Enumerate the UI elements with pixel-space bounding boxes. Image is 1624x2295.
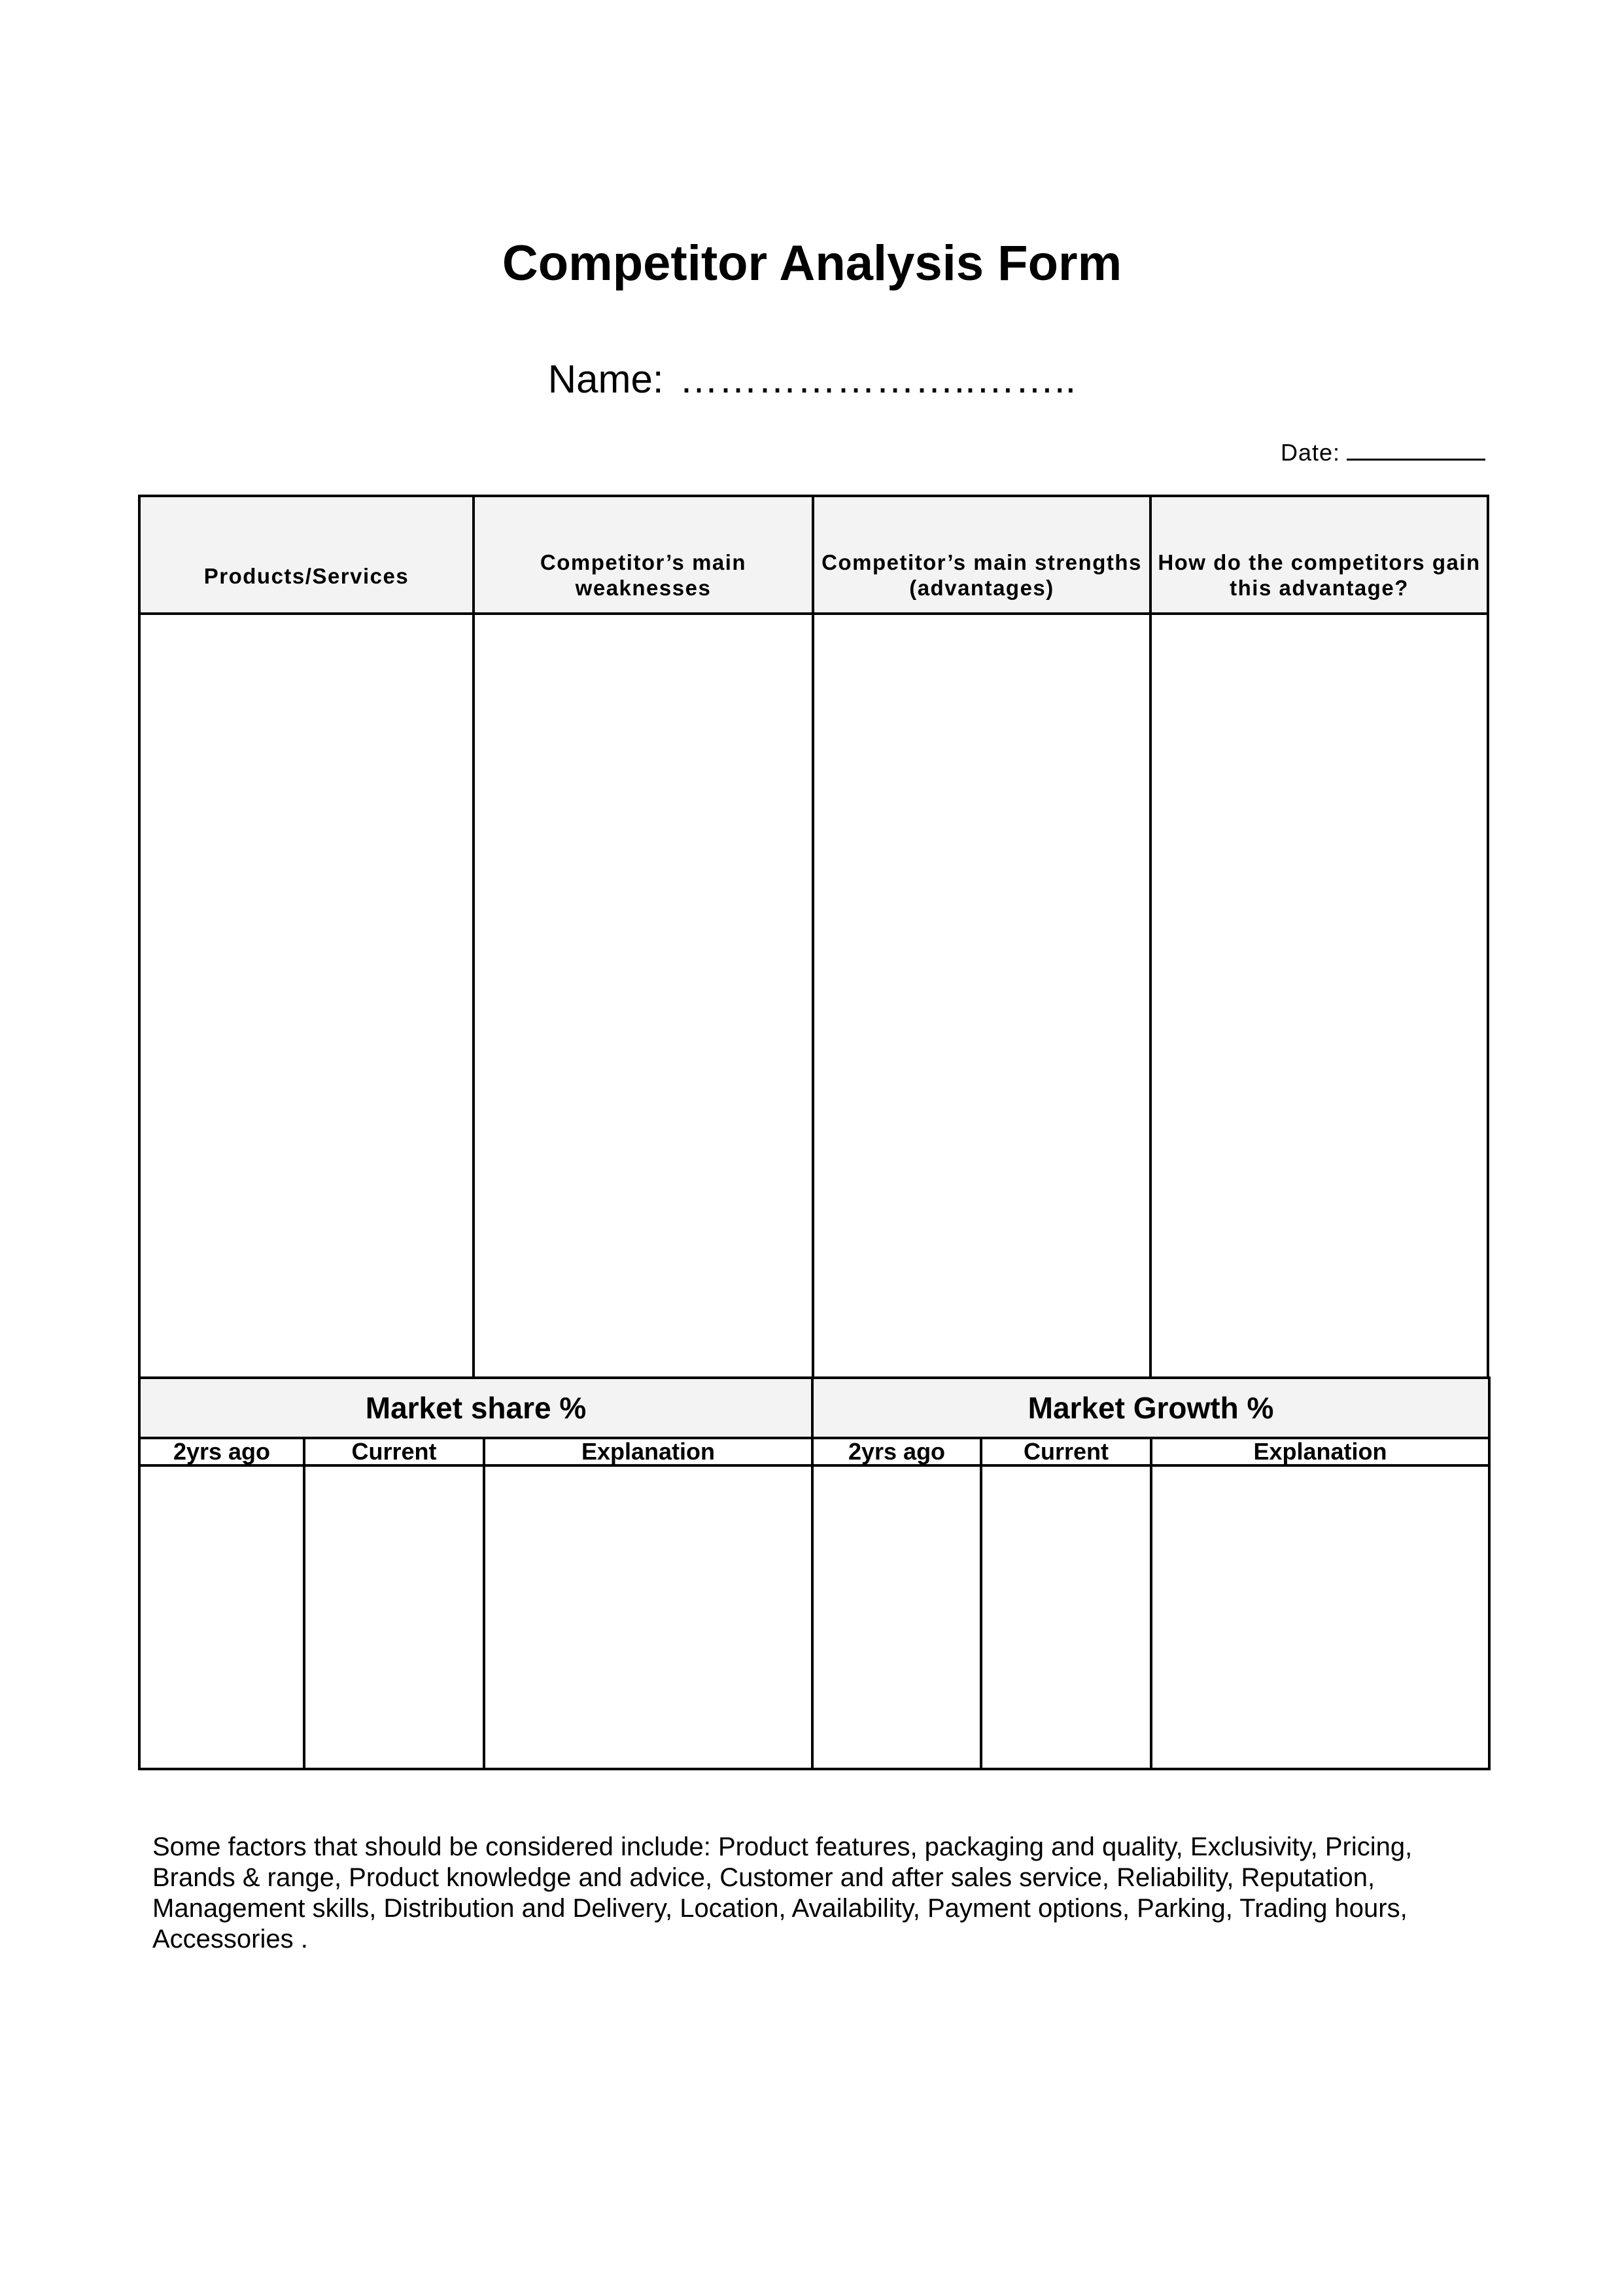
header-products-services: Products/Services [139, 496, 474, 614]
growth-2yrs-ago-header: 2yrs ago [812, 1438, 981, 1465]
market-sub-header-row [139, 1438, 1489, 1465]
main-strengths-cell[interactable] [813, 614, 1150, 1378]
header-main-strengths: Competitor’s main strengths (advantages) [813, 496, 1150, 614]
market-table [138, 1376, 1491, 1770]
date-line [1281, 436, 1485, 468]
growth-explanation-header: Explanation [1151, 1438, 1489, 1465]
analysis-table [138, 495, 1489, 1379]
factors-note: Some factors that should be considered include: Product features, packaging and quality, Exclusivity, Pricing, Brands & range, Product knowledge and advice, Customer and after sales service, Reliability, Reputation, Management skills, Distribution and Delivery, Location, Availability, Payment options, Parking, Trading hours, Accessories . [152, 1832, 1413, 1953]
growth-2yrs-ago-cell[interactable] [812, 1465, 981, 1769]
share-current-cell[interactable] [304, 1465, 484, 1769]
gain-advantage-cell[interactable] [1150, 614, 1488, 1378]
share-2yrs-ago-header: 2yrs ago [139, 1438, 304, 1465]
market-share-header: Market share % [139, 1378, 812, 1438]
header-main-weaknesses: Competitor’s main weaknesses [474, 496, 813, 614]
date-field[interactable] [1347, 436, 1485, 461]
header-gain-advantage: How do the competitors gain this advantage? [1150, 496, 1488, 614]
market-entry-row [139, 1465, 1489, 1769]
market-growth-header: Market Growth % [812, 1378, 1489, 1438]
share-current-header: Current [304, 1438, 484, 1465]
page-title: Competitor Analysis Form [502, 236, 1122, 291]
name-line [0, 353, 1624, 406]
share-explanation-cell[interactable] [484, 1465, 812, 1769]
analysis-entry-row [139, 614, 1488, 1378]
products-services-cell[interactable] [139, 614, 474, 1378]
growth-current-cell[interactable] [981, 1465, 1151, 1769]
share-explanation-header: Explanation [484, 1438, 812, 1465]
growth-explanation-cell[interactable] [1151, 1465, 1489, 1769]
growth-current-header: Current [981, 1438, 1151, 1465]
share-2yrs-ago-cell[interactable] [139, 1465, 304, 1769]
market-group-header-row [139, 1378, 1489, 1438]
name-field[interactable]: …………………..…….. [679, 357, 1077, 401]
name-label: Name: [547, 357, 664, 401]
date-label: Date: [1280, 439, 1340, 466]
analysis-header-row [139, 496, 1488, 614]
main-weaknesses-cell[interactable] [474, 614, 813, 1378]
